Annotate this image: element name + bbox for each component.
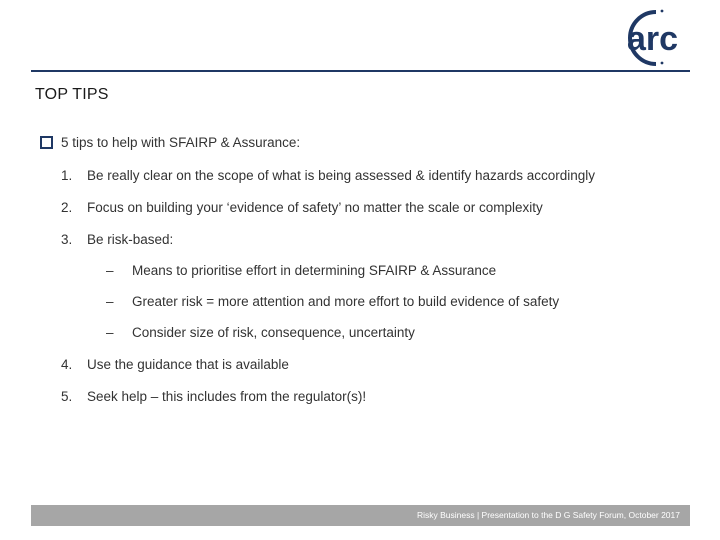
tip-number: 2. <box>61 200 73 215</box>
tip-number: 3. <box>61 232 73 247</box>
subpoint-item-2 <box>106 294 559 309</box>
tip-item-4 <box>61 357 289 372</box>
checkbox-bullet-icon <box>40 136 53 149</box>
subpoint-text: Greater risk = more attention and more effort to build evidence of safety <box>132 294 560 309</box>
tip-item-5 <box>61 389 366 404</box>
intro-line <box>40 135 300 150</box>
footer-bar <box>31 505 690 526</box>
slide-title: TOP TIPS <box>35 86 109 103</box>
intro-text: 5 tips to help with SFAIRP & Assurance: <box>61 135 301 150</box>
logo-text: arc <box>627 20 679 58</box>
dash-bullet: – <box>106 325 114 340</box>
tip-number: 1. <box>61 168 73 183</box>
footer-text: Risky Business | Presentation to the D G Safety Forum, October 2017 <box>417 510 680 520</box>
header-divider <box>31 70 690 72</box>
dash-bullet: – <box>106 263 114 278</box>
subpoint-item-1 <box>106 263 496 278</box>
tip-text: Be really clear on the scope of what is being assessed & identify hazards accordingly <box>87 168 596 183</box>
arc-logo <box>612 6 696 68</box>
subpoint-text: Means to prioritise effort in determining SFAIRP & Assurance <box>132 263 497 278</box>
tip-text: Focus on building your ‘evidence of safety’ no matter the scale or complexity <box>87 200 543 215</box>
tip-item-1 <box>61 168 595 183</box>
tip-number: 5. <box>61 389 73 404</box>
tip-item-2 <box>61 200 543 215</box>
dash-bullet: – <box>106 294 114 309</box>
tip-text: Seek help – this includes from the regulator(s)! <box>87 389 367 404</box>
tip-item-3 <box>61 232 173 247</box>
arc-logo-icon <box>612 6 696 68</box>
tip-number: 4. <box>61 357 73 372</box>
subpoint-item-3 <box>106 325 415 340</box>
subpoint-text: Consider size of risk, consequence, uncertainty <box>132 325 415 340</box>
tip-text: Use the guidance that is available <box>87 357 289 372</box>
tip-text: Be risk-based: <box>87 232 174 247</box>
